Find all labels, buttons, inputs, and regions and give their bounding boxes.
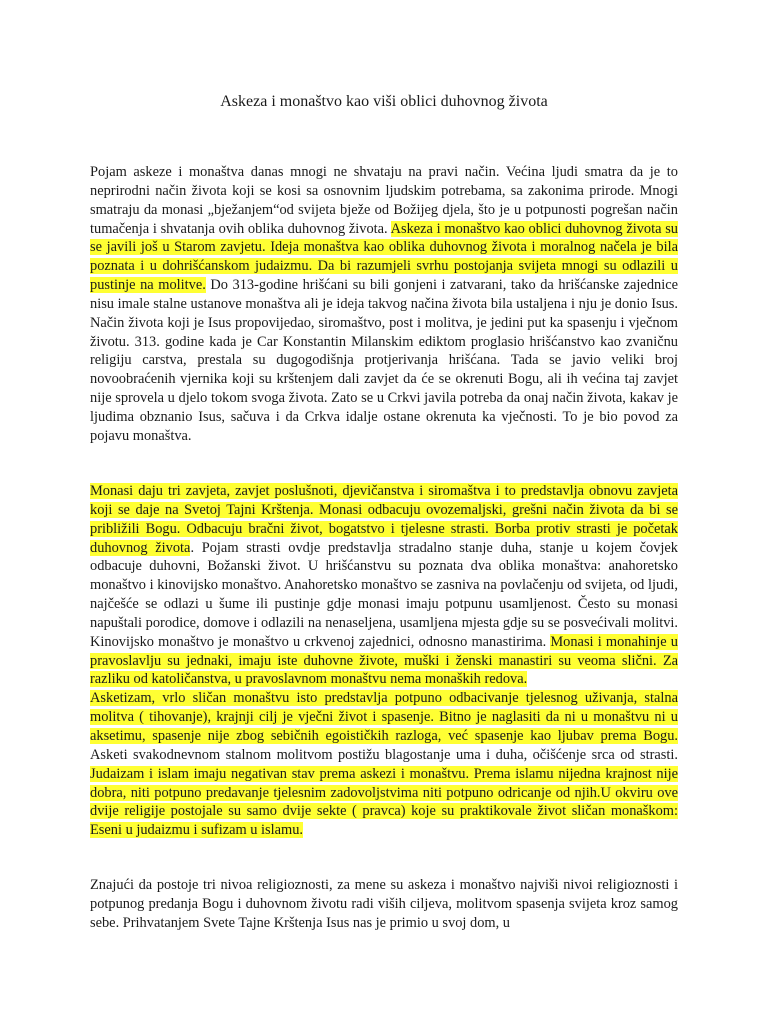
paragraph-conclusion <box>90 876 678 933</box>
highlighted-text: Askeza i monaštvo kao oblici duhovnog života su se javili još u Starom zavjetu. Ideja monaštva kao oblika duhovnog života i moralnog načela je bila poznata i u dohrišćanskom judaizmu. Da bi razumjeli svrhu postojanja svijeta mnogi su odlazili u pustinje na molitve. <box>90 220 678 294</box>
highlighted-text: Monasi daju tri zavjeta, zavjet poslušnoti, djevičanstva i siromaštva i to predstavlja obnovu zavjeta koji se daje na Svetoj Tajni Krštenja. Monasi odbacuju ovozemaljski, grešni način života da bi se približili Bogu. Odbacuju bračni život, bogatstvo i tjelesne strasti. Borba protiv strasti je početak duhovnog života <box>90 483 678 556</box>
highlighted-text: Monasi i monahinje u pravoslavlju su jednaki, imaju iste duhovne živote, muški i ženski manastiri su veoma slični. Za razliku od katoličanstva, u pravoslavnom monaštvu nema monaških redova. <box>90 633 678 688</box>
text-segment: Pojam askeze i monaštva danas mnogi ne shvataju na pravi način. Većina ljudi smatra da je to neprirodni način života koji se kosi sa osnovnim ljudskim potrebama, sa zakonima prirode. Mnogi smatraju da monasi „bježanjem“od svijeta bježe od Božijeg djela, što je u potpunosti pogrešan način tumačenja i shvatanja ovih oblika duhovnog života. <box>90 164 678 237</box>
text-segment: Znajući da postoje tri nivoa religioznosti, za mene su askeza i monaštvo najviši nivoi religioznosti i potpunog predanja Bogu i duhovnom životu radi viših ciljeva, molitvom spasenja svijeta kroz samog sebe. Prihvatanjem Svete Tajne Krštenja Isus nas je primio u svoj dom, u <box>90 877 678 931</box>
highlighted-text: Judaizam i islam imaju negativan stav prema askezi i monaštvu. Prema islamu nijedna krajnost nije dobra, niti potpuno predavanje tjelesnim zadovoljstvima niti potpuno odricanje od njih.U okviru ove dvije religije postojale su samo dvije sekte ( pravca) koje su praktikovale život sličan monaškom: Eseni u judaizmu i sufizam u islamu. <box>90 765 678 839</box>
text-segment: Do 313-godine hrišćani su bili gonjeni i zatvarani, tako da hrišćanske zajednice nisu imale stalne ustanove monaštva ali je ideja takvog načina života bila ustaljena i nju je donio Isus. Način života koji je Isus propovijedao, siromaštvo, post i molitva, je jedini put ka spasenju i vječnom životu. 313. godine kada je Car Konstantin Milanskim ediktom proglasio hrišćanstvo kao zvaničnu religiju carstva, prestala su dugogodišnja protjerivanja hrišćana. Tada se javio veliki broj novoobraćenih vjernika koji su krštenjem dali zavjet da će se okrenuti Bogu, ali ih većina taj zavjet nije sprovela u djelo tokom svoga života. Zato se u Crkvi javila potreba da onaj način života, kakav je ljudima obznanio Isus, sačuva i da Crkva idalje ostane okrenuta ka vječnosti. To je bio povod za pojavu monaštva. <box>90 277 678 444</box>
paragraph-monks <box>90 482 678 840</box>
text-segment: . Pojam strasti ovdje predstavlja stradalno stanje duha, stanje u kojem čovjek odbacuje duhovni, Božanski život. U hrišćanstvu su poznata dva oblika monaštva: anahoretsko monaštvo i kinovijsko monaštvo. Anahoretsko monaštvo se zasniva na povlačenju od svijeta, od ljudi, najčešće se odlazi u šume ili pustinje gdje monasi imaju potpunu usamljenost. Često su monasi napuštali porodice, domove i odlazili na nenaseljena, usamljena mjesta gdje su se posvećivali molitvi. Kinovijsko monaštvo je monaštvo u crkvenoj zajednici, odnosno manastirima. <box>90 539 678 650</box>
highlighted-text: Asketizam, vrlo sličan monaštvu isto predstavlja potpuno odbacivanje tjelesnog uživanja, stalna molitva ( tihovanje), krajnji cilj je vječni život i spasenje. Bitno je naglasiti da ni u monaštvu ni u aksetimu, spasenje nije zbog sebičnih egoističkih razloga, već spasenje kao ljubav prema Bogu. <box>90 690 678 744</box>
document-title: Askeza i monaštvo kao viši oblici duhovnog života <box>220 93 548 110</box>
text-segment: Asketi svakodnevnom stalnom molitvom postižu blagostanje uma i duha, očišćenje srca od strasti. <box>90 746 678 763</box>
paragraph-intro <box>90 163 678 446</box>
